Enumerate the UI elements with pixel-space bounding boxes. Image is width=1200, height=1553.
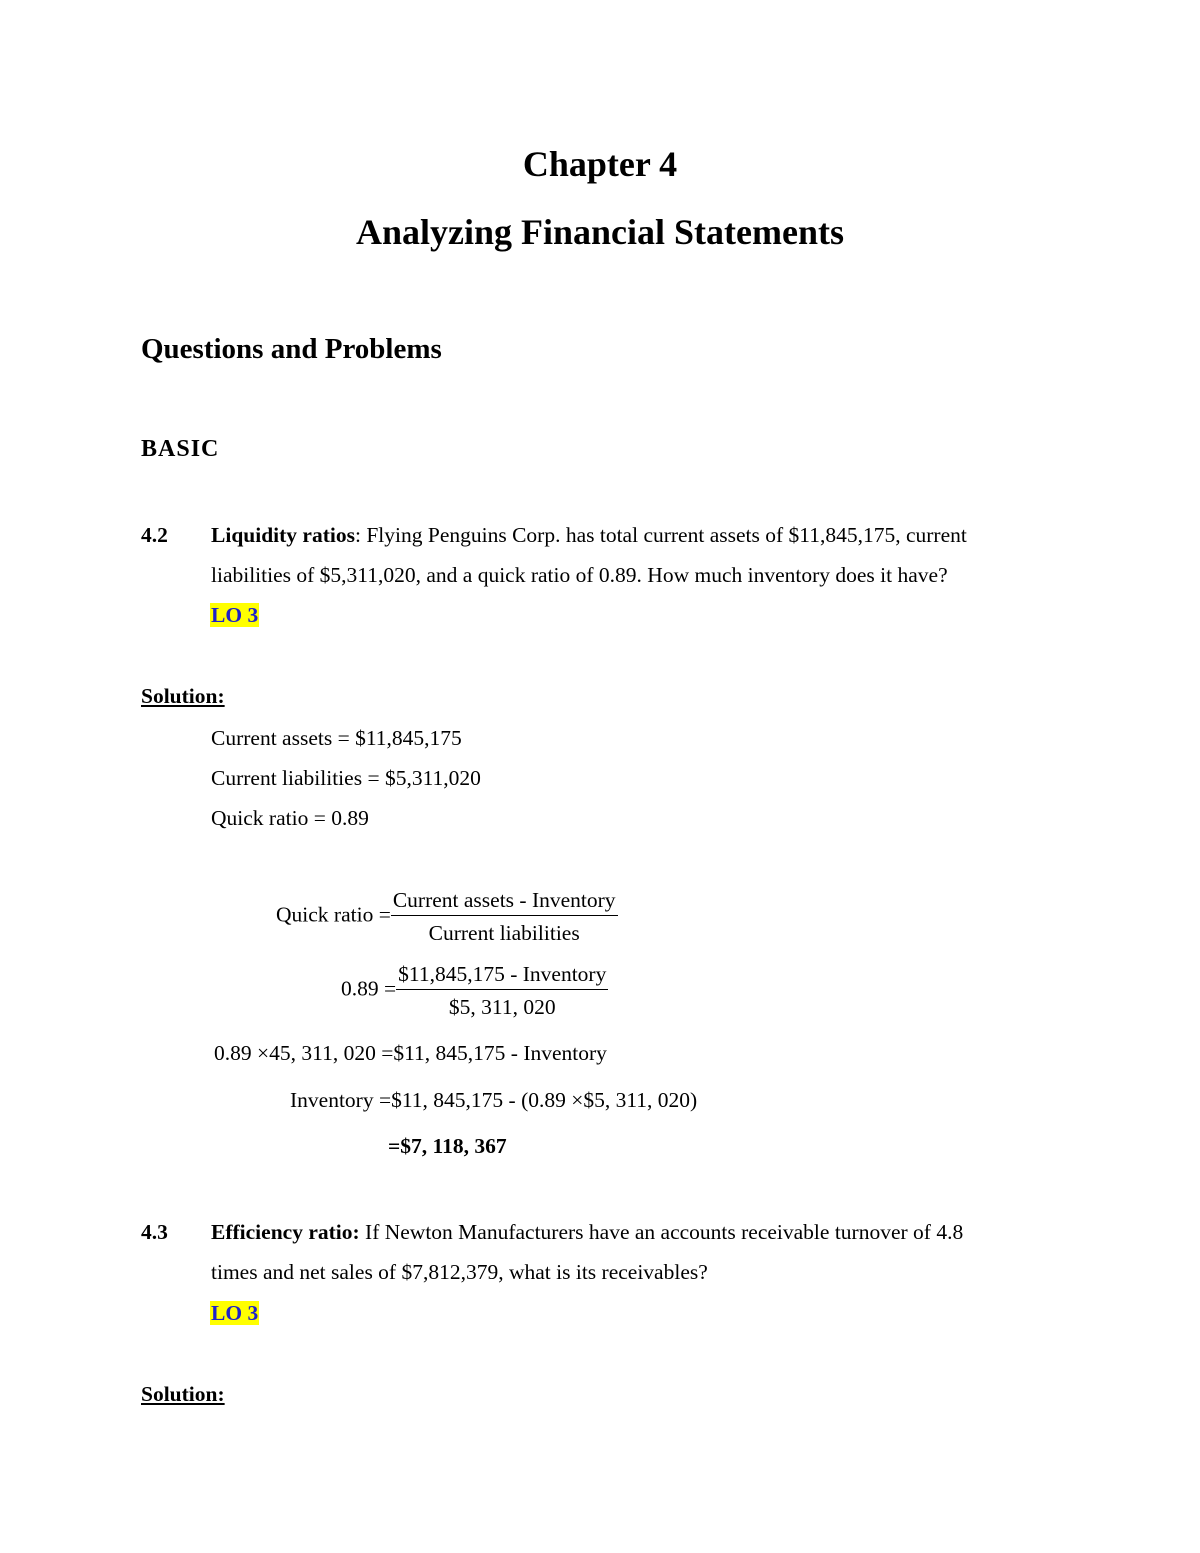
problem-text <box>211 1212 963 1252</box>
given-quick-ratio: Quick ratio = 0.89 <box>211 806 369 830</box>
topic-separator: : <box>354 523 361 547</box>
problem-topic: Liquidity ratios <box>211 523 355 547</box>
rearranged-equation: 0.89 ×45, 311, 020 =$11, 845,175 - Inventory <box>214 1041 607 1065</box>
problem-line: liabilities of $5,311,020, and a quick ratio of 0.89. How much inventory does it have? <box>211 563 948 587</box>
chapter-title: Analyzing Financial Statements <box>355 212 844 252</box>
denominator: $5, 311, 020 <box>448 995 556 1019</box>
formula-lhs: Quick ratio = <box>276 902 391 927</box>
numerator: $11,845,175 - Inventory <box>396 961 608 990</box>
quick-ratio-formula <box>276 887 618 946</box>
problem-number: 4.2 <box>141 523 168 547</box>
given-current-assets: Current assets = $11,845,175 <box>211 726 462 750</box>
fraction <box>391 887 618 946</box>
fraction <box>396 961 608 1020</box>
lo-badge: LO 3 <box>211 1301 259 1325</box>
problem-line: If Newton Manufacturers have an accounts receivable turnover of 4.8 <box>359 1220 964 1244</box>
substituted-formula <box>341 961 608 1020</box>
problem-text <box>211 515 967 555</box>
solution-label: Solution: <box>141 684 225 708</box>
section-title: Questions and Problems <box>141 333 442 365</box>
formula-lhs: 0.89 = <box>341 976 397 1001</box>
problem-topic: Efficiency ratio: <box>211 1220 360 1244</box>
given-current-liabilities: Current liabilities = $5,311,020 <box>211 766 481 790</box>
denominator: Current liabilities <box>428 921 580 945</box>
chapter-number: Chapter 4 <box>522 144 678 184</box>
lo-badge: LO 3 <box>211 603 259 627</box>
problem-line: Flying Penguins Corp. has total current assets of $11,845,175, current <box>360 523 967 547</box>
difficulty-level: BASIC <box>141 436 220 462</box>
numerator: Current assets - Inventory <box>391 887 618 916</box>
learning-objective <box>210 595 259 635</box>
inventory-equation: Inventory =$11, 845,175 - (0.89 ×$5, 311, 020) <box>290 1088 698 1112</box>
learning-objective <box>210 1293 259 1333</box>
problem-line: times and net sales of $7,812,379, what is its receivables? <box>211 1260 708 1284</box>
solution-label: Solution: <box>141 1382 225 1406</box>
inventory-result: =$7, 118, 367 <box>388 1134 507 1158</box>
problem-number: 4.3 <box>141 1220 168 1244</box>
